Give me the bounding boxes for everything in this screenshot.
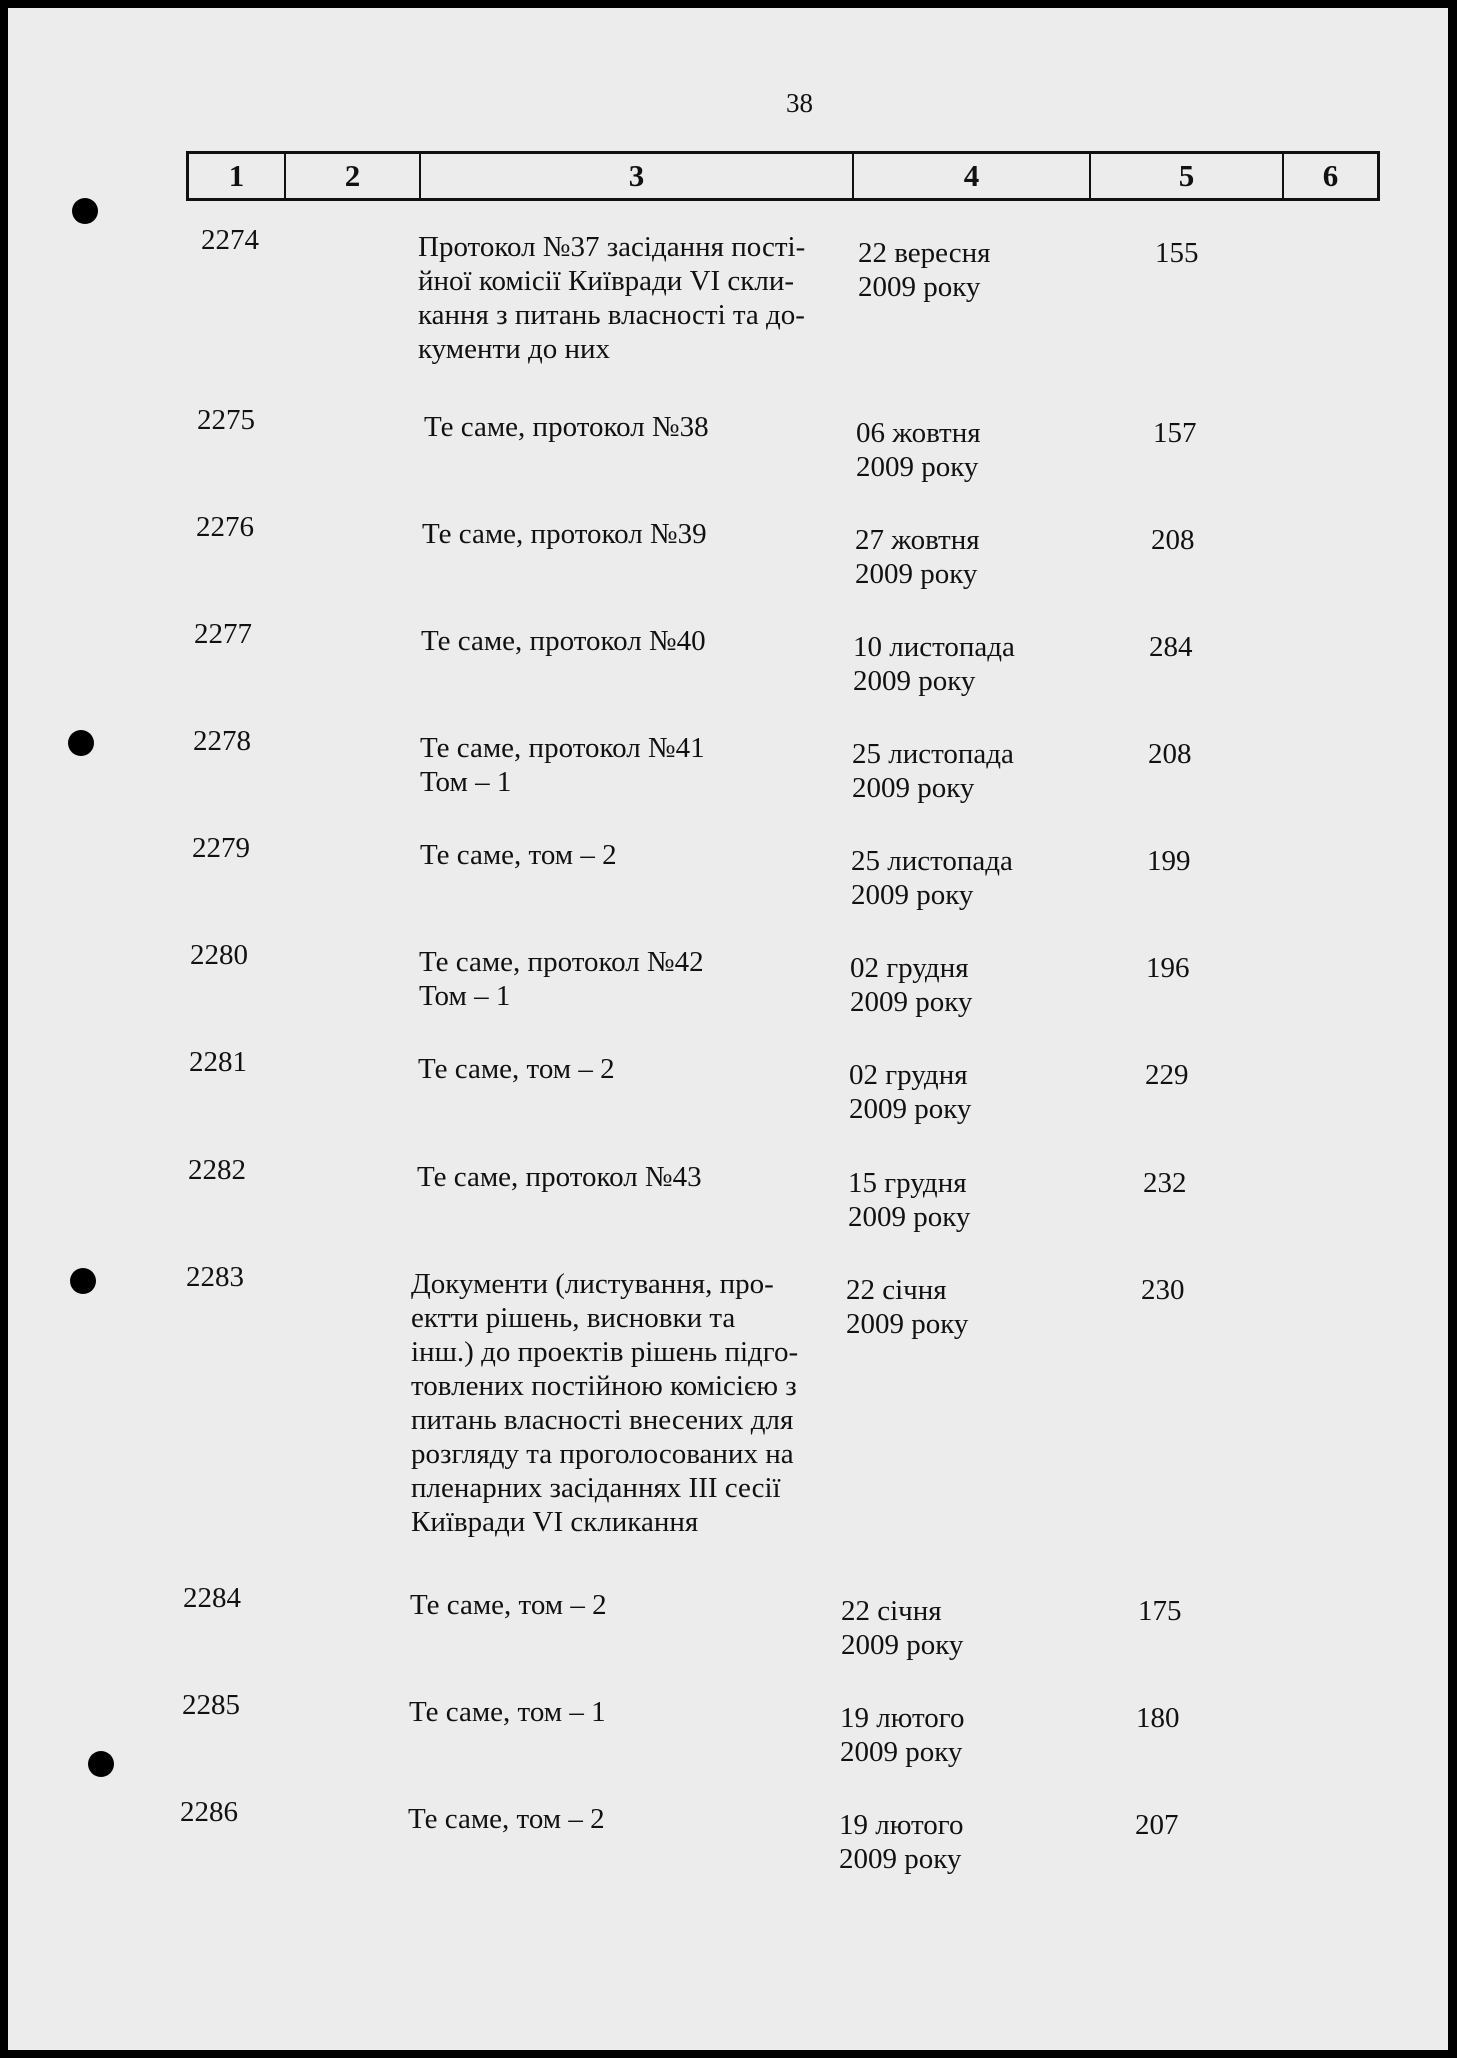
record-title bbox=[424, 410, 864, 444]
record-date-line: 19 лютого bbox=[840, 1702, 965, 1734]
record-number: 2275 bbox=[197, 404, 255, 436]
record-date-line: 2009 року bbox=[839, 1843, 962, 1875]
record-date-line: 22 січня bbox=[846, 1274, 947, 1306]
column-header-6: 6 bbox=[1322, 158, 1339, 193]
record-page-count: 232 bbox=[1143, 1167, 1187, 1199]
column-header-1: 1 bbox=[189, 154, 286, 198]
record-title-line: Те саме, протокол №38 bbox=[424, 411, 709, 443]
record-date bbox=[850, 951, 1070, 1019]
record-title-line: йної комісії Київради VI скли- bbox=[418, 265, 795, 297]
record-date-line: 2009 року bbox=[858, 271, 981, 303]
record-number: 2280 bbox=[190, 939, 248, 971]
document-page bbox=[8, 8, 1448, 2050]
record-date-line: 25 листопада bbox=[852, 738, 1014, 770]
record-date bbox=[840, 1701, 1060, 1769]
record-number: 2284 bbox=[183, 1582, 241, 1614]
record-date-line: 2009 року bbox=[853, 665, 976, 697]
record-date bbox=[849, 1058, 1069, 1126]
record-title-line: Київради VI скликання bbox=[411, 1506, 699, 1538]
record-title-line: інш.) до проектів рішень підго- bbox=[411, 1336, 799, 1368]
binder-hole bbox=[70, 1268, 96, 1294]
record-title-line: розгляду та проголосованих на bbox=[411, 1438, 794, 1470]
record-number: 2286 bbox=[180, 1796, 238, 1828]
record-date-line: 22 січня bbox=[841, 1595, 942, 1627]
record-number: 2281 bbox=[189, 1046, 247, 1078]
record-date bbox=[852, 737, 1072, 805]
record-title-line: Те саме, том – 2 bbox=[420, 839, 617, 871]
record-title bbox=[411, 1267, 851, 1539]
record-date-line: 2009 року bbox=[851, 879, 974, 911]
record-number: 2278 bbox=[193, 725, 251, 757]
record-title-line: товлених постійною комісією з bbox=[411, 1370, 797, 1402]
record-title bbox=[420, 731, 860, 799]
record-title-line: пленарних засіданнях III сесії bbox=[411, 1472, 781, 1504]
record-title-line: Те саме, том – 2 bbox=[408, 1803, 605, 1835]
record-date-line: 2009 року bbox=[856, 451, 979, 483]
record-date-line: 02 грудня bbox=[849, 1059, 968, 1091]
record-title bbox=[420, 838, 860, 872]
record-page-count: 208 bbox=[1148, 738, 1192, 770]
record-date-line: 2009 року bbox=[846, 1308, 969, 1340]
record-date-line: 10 листопада bbox=[853, 631, 1015, 663]
record-page-count: 175 bbox=[1138, 1595, 1182, 1627]
page-number: 38 bbox=[786, 88, 813, 118]
record-title-line: Те саме, том – 1 bbox=[409, 1696, 606, 1728]
column-header-2: 2 bbox=[286, 154, 421, 198]
record-title-line: Документи (листування, про- bbox=[411, 1268, 774, 1300]
record-title-line: кання з питань власності та до- bbox=[418, 299, 805, 331]
record-page-count: 229 bbox=[1145, 1059, 1189, 1091]
record-title bbox=[410, 1588, 850, 1622]
record-page-count: 207 bbox=[1135, 1809, 1179, 1841]
record-title-line: Протокол №37 засідання постi- bbox=[418, 231, 806, 263]
record-title bbox=[408, 1802, 848, 1836]
record-page-count: 157 bbox=[1153, 417, 1197, 449]
record-number: 2283 bbox=[186, 1261, 244, 1293]
record-page-count: 199 bbox=[1147, 845, 1191, 877]
record-title bbox=[418, 230, 858, 366]
record-date-line: 27 жовтня bbox=[855, 524, 980, 556]
record-title-line: Те саме, протокол №43 bbox=[417, 1161, 702, 1193]
record-title-line: Те саме, протокол №41 bbox=[420, 732, 705, 764]
record-number: 2277 bbox=[194, 618, 252, 650]
record-date-line: 2009 року bbox=[850, 986, 973, 1018]
record-title-line: Том – 1 bbox=[420, 766, 512, 798]
record-title bbox=[409, 1695, 849, 1729]
column-header-5: 5 bbox=[1091, 154, 1284, 198]
record-date-line: 25 листопада bbox=[851, 845, 1013, 877]
record-date-line: 15 грудня bbox=[848, 1167, 967, 1199]
record-date bbox=[856, 416, 1076, 484]
column-header-3: 3 bbox=[421, 154, 854, 198]
record-title bbox=[421, 624, 861, 658]
record-date bbox=[851, 844, 1071, 912]
record-date bbox=[858, 236, 1078, 304]
record-date-line: 2009 року bbox=[848, 1201, 971, 1233]
record-date bbox=[848, 1166, 1068, 1234]
record-page-count: 230 bbox=[1141, 1274, 1185, 1306]
column-header-row bbox=[186, 151, 1380, 201]
record-title-line: кументи до них bbox=[418, 333, 611, 365]
record-date bbox=[855, 523, 1075, 591]
record-title-line: ектти рішень, висновки та bbox=[411, 1302, 736, 1334]
record-page-count: 155 bbox=[1155, 237, 1199, 269]
record-date-line: 19 лютого bbox=[839, 1809, 964, 1841]
record-title bbox=[418, 1052, 858, 1086]
column-header-4: 4 bbox=[854, 154, 1091, 198]
binder-hole bbox=[68, 730, 94, 756]
record-title-line: Те саме, протокол №40 bbox=[421, 625, 706, 657]
record-title bbox=[422, 517, 862, 551]
record-date bbox=[853, 630, 1073, 698]
record-number: 2285 bbox=[182, 1689, 240, 1721]
binder-hole bbox=[72, 198, 98, 224]
record-number: 2279 bbox=[192, 832, 250, 864]
record-date-line: 2009 року bbox=[841, 1629, 964, 1661]
record-date-line: 2009 року bbox=[840, 1736, 963, 1768]
record-title-line: Те саме, том – 2 bbox=[418, 1053, 615, 1085]
record-page-count: 284 bbox=[1149, 631, 1193, 663]
binder-hole bbox=[88, 1751, 114, 1777]
record-number: 2276 bbox=[196, 511, 254, 543]
record-page-count: 196 bbox=[1146, 952, 1190, 984]
record-title-line: Те саме, протокол №39 bbox=[422, 518, 707, 550]
record-date-line: 2009 року bbox=[855, 558, 978, 590]
record-date bbox=[839, 1808, 1059, 1876]
record-title-line: Те саме, том – 2 bbox=[410, 1589, 607, 1621]
record-title bbox=[419, 945, 859, 1013]
record-title bbox=[417, 1160, 857, 1194]
record-title-line: питань власності внесених для bbox=[411, 1404, 794, 1436]
record-page-count: 208 bbox=[1151, 524, 1195, 556]
record-date-line: 2009 року bbox=[852, 772, 975, 804]
record-date bbox=[841, 1594, 1061, 1662]
record-page-count: 180 bbox=[1136, 1702, 1180, 1734]
record-title-line: Том – 1 bbox=[419, 980, 511, 1012]
record-date-line: 22 вересня bbox=[858, 237, 991, 269]
record-title-line: Те саме, протокол №42 bbox=[419, 946, 704, 978]
record-number: 2282 bbox=[188, 1154, 246, 1186]
record-date-line: 2009 року bbox=[849, 1093, 972, 1125]
record-number: 2274 bbox=[201, 224, 259, 256]
record-date-line: 02 грудня bbox=[850, 952, 969, 984]
record-date bbox=[846, 1273, 1066, 1341]
record-date-line: 06 жовтня bbox=[856, 417, 981, 449]
